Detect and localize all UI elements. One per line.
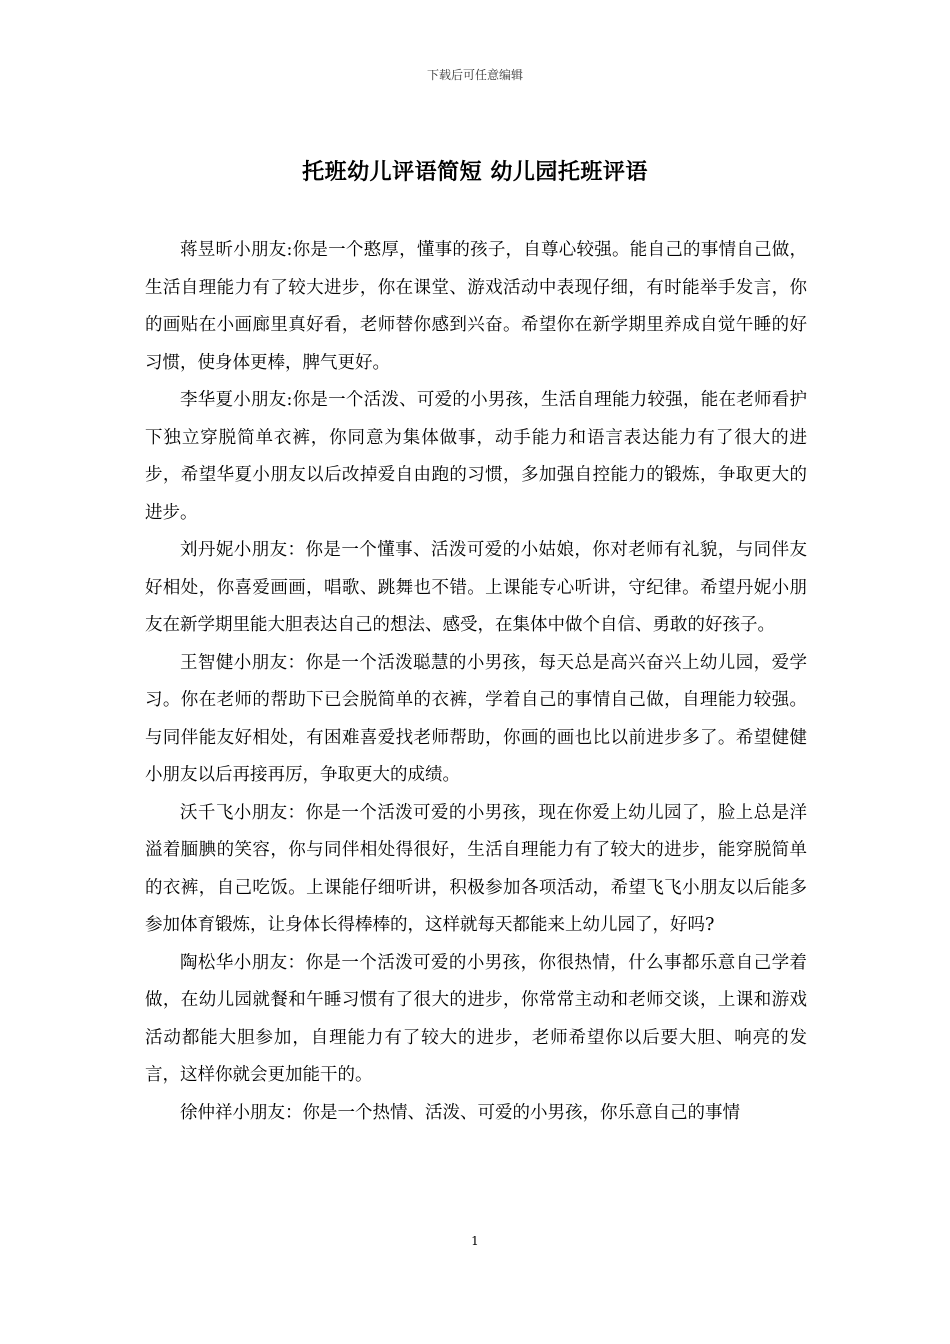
paragraph: 王智健小朋友：你是一个活泼聪慧的小男孩，每天总是高兴奋兴上幼儿园，爱学习。你在老师的帮助下已会脱简单的衣裤，学着自己的事情自己做，自理能力较强。与同伴能友好相处，有困难喜爱找老师帮助，你画的画也比以前进步多了。希望健健小朋友以后再接再厉，争取更大的成绩。 [145,652,807,785]
paragraph: 徐仲祥小朋友：你是一个热情、活泼、可爱的小男孩，你乐意自己的事情 [180,1102,740,1123]
paragraph: 蒋昱昕小朋友:你是一个憨厚，懂事的孩子，自尊心较强。能自己的事情自己做，生活自理能力有了较大进步，你在课堂、游戏活动中表现仔细，有时能举手发言，你的画贴在小画廊里真好看，老师替你感到兴奋。希望你在新学期里养成自觉午睡的好习惯，使身体更棒，脾气更好。 [145,240,807,373]
page-number: 1 [471,1234,479,1248]
paragraph: 陶松华小朋友：你是一个活泼可爱的小男孩，你很热情，什么事都乐意自己学着做，在幼儿园就餐和午睡习惯有了很大的进步，你常常主动和老师交谈，上课和游戏活动都能大胆参加，自理能力有了较大的进步，老师希望你以后要大胆、响亮的发言，这样你就会更加能干的。 [145,952,807,1085]
header-note: 下载后可任意编辑 [426,68,523,82]
paragraph: 李华夏小朋友:你是一个活泼、可爱的小男孩，生活自理能力较强，能在老师看护下独立穿脱简单衣裤，你同意为集体做事，动手能力和语言表达能力有了很大的进步，希望华夏小朋友以后改掉爱自由跑的习惯，多加强自控能力的锻炼，争取更大的进步。 [145,390,807,523]
paragraph: 沃千飞小朋友：你是一个活泼可爱的小男孩，现在你爱上幼儿园了，脸上总是洋溢着腼腆的笑容，你与同伴相处得很好，生活自理能力有了较大的进步，能穿脱简单的衣裤，自己吃饭。上课能仔细听讲，积极参加各项活动，希望飞飞小朋友以后能多参加体育锻炼，让身体长得棒棒的，这样就每天都能来上幼儿园了，好吗? [145,802,807,935]
document-body [145,232,807,1132]
document-title: 托班幼儿评语简短 幼儿园托班评语 [302,159,648,185]
paragraph: 刘丹妮小朋友：你是一个懂事、活泼可爱的小姑娘，你对老师有礼貌，与同伴友好相处，你喜爱画画，唱歌、跳舞也不错。上课能专心听讲，守纪律。希望丹妮小朋友在新学期里能大胆表达自己的想法、感受，在集体中做个自信、勇敢的好孩子。 [145,540,807,635]
